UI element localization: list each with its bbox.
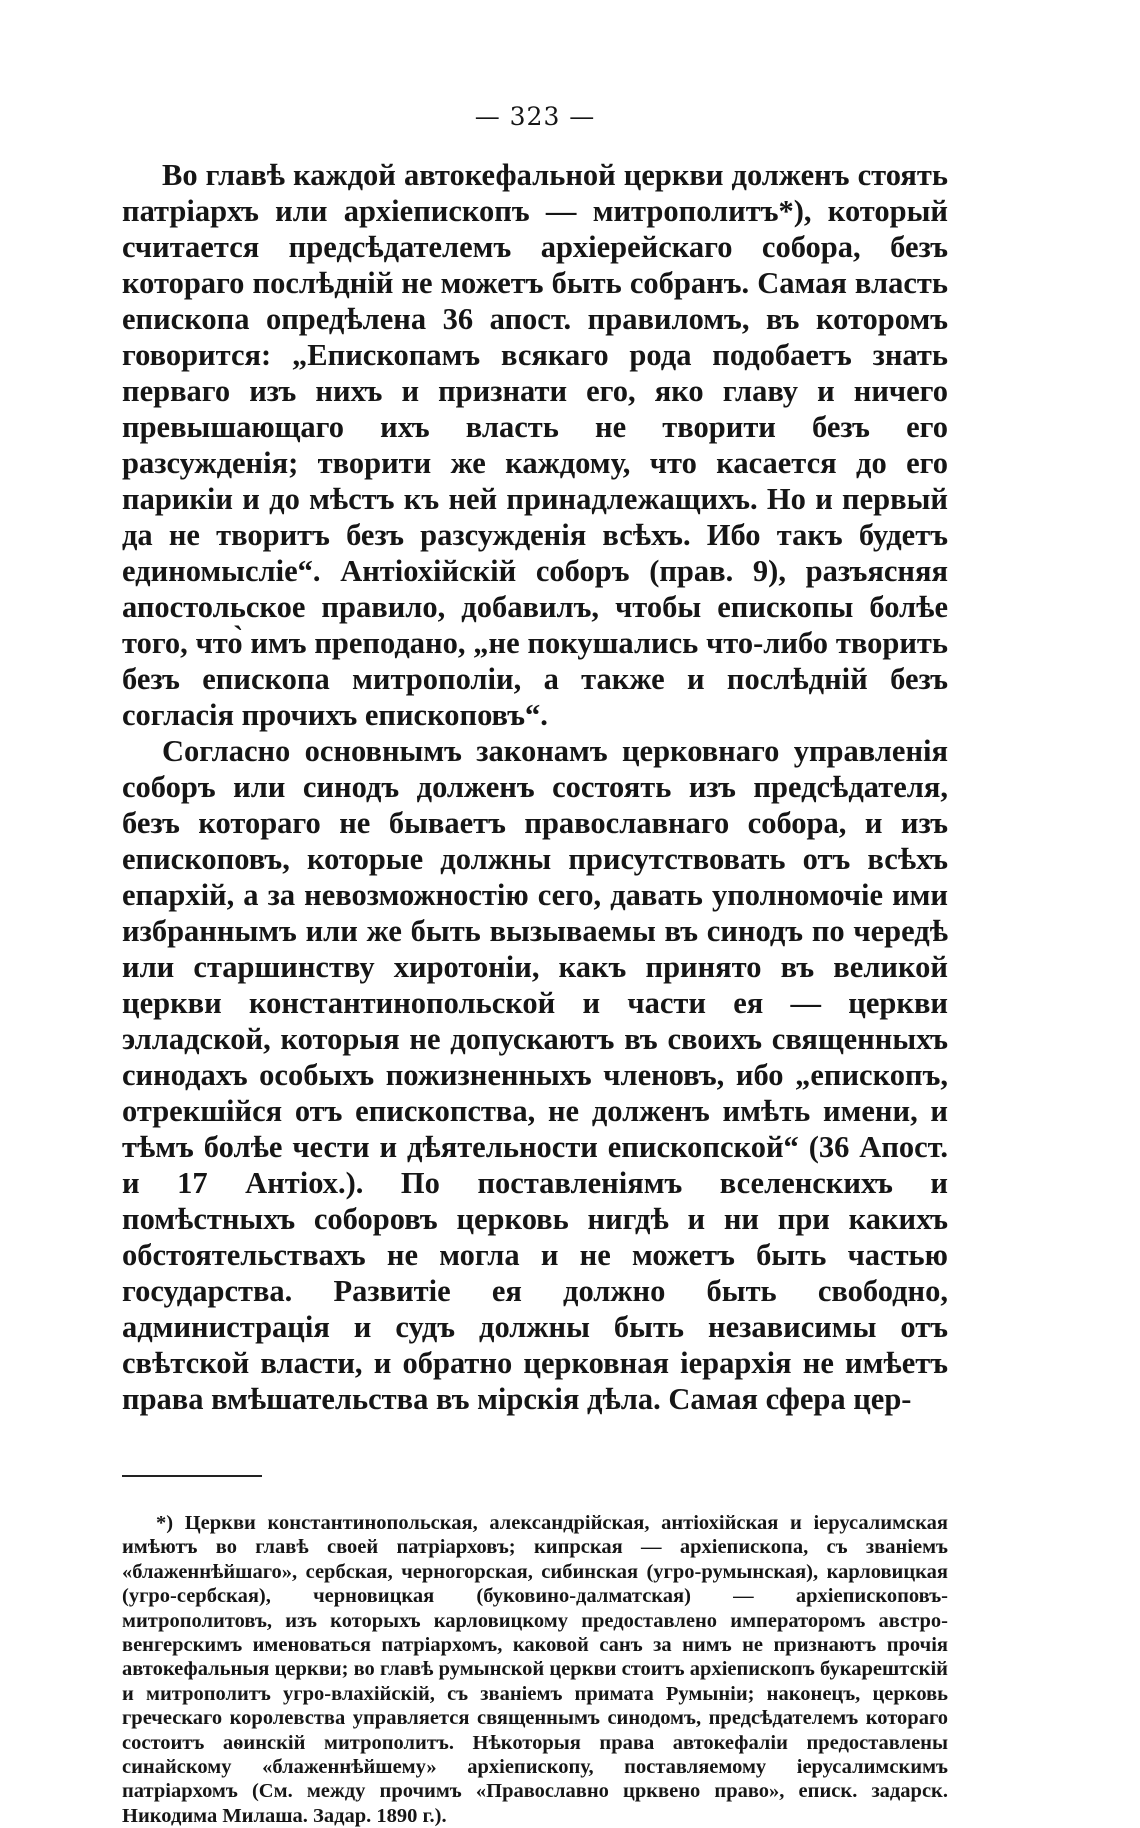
paragraph-2: Согласно основнымъ законамъ церковнаго управленія соборъ или синодъ долженъ состоять изъ предсѣдателя, безъ котораго не бываетъ православнаго собора, и изъ епископовъ, которые должны присутствовать отъ всѣхъ епархій, а за невозможностію сего, давать уполномочіе ими избраннымъ или же быть вызываемы въ синодъ по чередѣ или старшинству хиротоніи, какъ принято въ великой церкви константинопольской и части ея — церкви элладской, которыя не допускаютъ въ своихъ священныхъ синодахъ особыхъ пожизненныхъ членовъ, ибо „епископъ, отрекшійся отъ епископства, не долженъ имѣть имени, и тѣмъ болѣе чести и дѣятельности епископской“ (36 Апост. и 17 Антіох.). По поставленіямъ вселенскихъ и помѣстныхъ соборовъ церковь нигдѣ и ни при какихъ обстоятельствахъ не могла и не можетъ быть частью государства. Развитіе ея должно быть свободно, администрація и судъ должны быть независимы отъ свѣтской власти, и обратно церковная іерархія не имѣетъ права вмѣшательства въ мірскія дѣла. Самая сфера цер- — [122, 734, 948, 1416]
book-page — [122, 102, 948, 1828]
footnote-divider — [122, 1475, 262, 1477]
page-number: — 323 — — [474, 102, 596, 131]
footnote: *) Церкви константинопольская, александрійская, антіохійская и іерусалимская имѣютъ во главѣ своей патріарховъ; кипрская — архіепископа, съ званіемъ «блаженнѣйшаго», сербская, черногорская, сибинская (угро-румынская), карловицкая (угро-сербская), черновицкая (буковино-далматская) — архіепископовъ-митрополитовъ, изъ которыхъ карловицкому предоставлено императоромъ австро-венгерскимъ именоваться патріархомъ, каковой санъ за нимъ не признаютъ прочія автокефальныя церкви; во главѣ румынской церкви стоитъ архіепископъ букарештскій и митрополитъ угро-влахійскій, съ званіемъ примата Румыніи; наконецъ, церковь греческаго королевства управляется священнымъ синодомъ, предсѣдателемъ котораго состоитъ аѳинскій митрополитъ. Нѣкоторыя права автокефаліи предоставлены синайскому «блаженнѣйшему» архіепископу, поставляемому іерусалимскимъ патріархомъ (См. между прочимъ «Православно црквено право», еписк. задарск. Никодима Милаша. Задар. 1890 г.). — [122, 1512, 948, 1827]
main-text — [122, 157, 948, 1417]
paragraph-1: Во главѣ каждой автокефальной церкви долженъ стоять патріархъ или архіепископъ — митрополитъ*), который считается предсѣдателемъ архіерейскаго собора, безъ котораго послѣдній не можетъ быть собранъ. Самая власть епископа опредѣлена 36 апост. правиломъ, въ которомъ говорится: „Епископамъ всякаго рода подобаетъ знать перваго изъ нихъ и признати его, яко главу и ничего превышающаго ихъ власть не творити безъ его разсужденія; творити же каждому, что касается до его парикіи и до мѣстъ къ ней принадлежащихъ. Но и первый да не творитъ безъ разсужденія всѣхъ. Ибо такъ будетъ единомысліе“. Антіохійскій соборъ (прав. 9), разъясняя апостольское правило, добавилъ, чтобы епископы болѣе того, что̀ имъ преподано, „не покушались что-либо творить безъ епископа митрополіи, а также и послѣдній безъ согласія прочихъ епископовъ“. — [122, 158, 948, 732]
